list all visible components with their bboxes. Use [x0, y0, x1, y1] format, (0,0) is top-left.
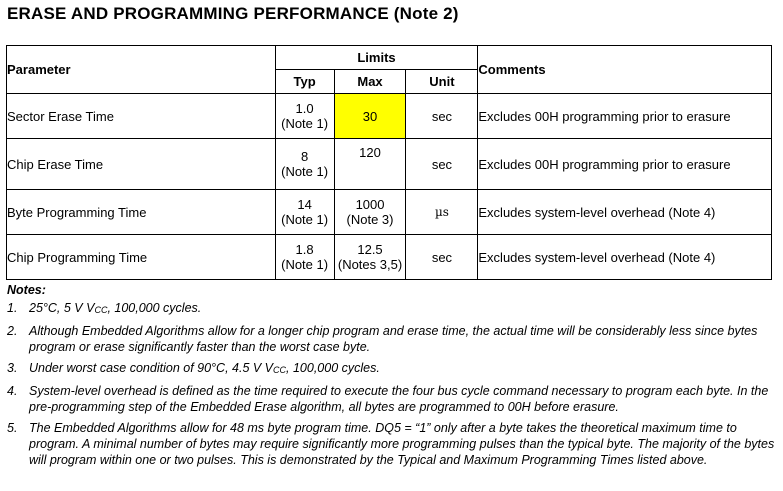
header-unit: Unit — [406, 70, 478, 94]
notes-section — [7, 282, 777, 473]
note-item — [7, 360, 777, 378]
table-row — [7, 94, 772, 139]
cell-unit: sec — [406, 235, 478, 280]
header-parameter: Parameter — [7, 46, 276, 94]
cell-typ — [275, 94, 334, 139]
cell-max — [334, 235, 406, 280]
typ-note: (Note 1) — [281, 164, 329, 179]
cell-typ — [275, 190, 334, 235]
cell-max — [334, 190, 406, 235]
header-limits: Limits — [275, 46, 478, 70]
table-row — [7, 235, 772, 280]
typ-value: 1.8 — [295, 242, 314, 257]
typ-note: (Note 1) — [281, 257, 329, 272]
header-typ: Typ — [275, 70, 334, 94]
cell-parameter: Sector Erase Time — [7, 94, 276, 139]
note-item — [7, 420, 777, 468]
notes-heading: Notes: — [7, 283, 46, 297]
table-row — [7, 190, 772, 235]
typ-note: (Note 1) — [281, 212, 329, 227]
max-value: 1000 — [355, 197, 385, 212]
cell-parameter: Chip Programming Time — [7, 235, 276, 280]
note-text: 25°C, 5 V $V_{CC}$, 100,000 cycles. — [29, 301, 202, 315]
note-number: 3. — [7, 361, 18, 375]
note-item — [7, 383, 777, 415]
note-number: 5. — [7, 421, 18, 435]
header-max: Max — [334, 70, 406, 94]
cell-typ — [275, 139, 334, 190]
page-title: ERASE AND PROGRAMMING PERFORMANCE (Note 2) — [7, 4, 459, 23]
cell-comments: Excludes 00H programming prior to erasure — [478, 139, 772, 190]
cell-unit — [406, 190, 478, 235]
cell-max-highlighted — [334, 94, 406, 139]
cell-parameter: Chip Erase Time — [7, 139, 276, 190]
cell-max — [334, 139, 406, 190]
max-value: 120 — [359, 145, 381, 160]
table-row — [7, 139, 772, 190]
cell-comments: Excludes system-level overhead (Note 4) — [478, 190, 772, 235]
max-value: 30 — [362, 108, 378, 124]
max-note: (Note 3) — [346, 212, 394, 227]
typ-value: 8 — [300, 149, 309, 164]
typ-value: 1.0 — [295, 101, 314, 116]
typ-note: (Note 1) — [281, 116, 329, 131]
max-note: (Notes 3,5) — [337, 257, 403, 272]
cell-parameter: Byte Programming Time — [7, 190, 276, 235]
note-item — [7, 300, 777, 318]
note-number: 1. — [7, 301, 18, 315]
cell-unit: sec — [406, 139, 478, 190]
header-comments: Comments — [478, 46, 772, 94]
note-number: 4. — [7, 384, 18, 398]
header-row-limits — [7, 46, 772, 70]
unit-value: µs — [434, 205, 449, 219]
note-text: Although Embedded Algorithms allow for a longer chip program and erase time, the actual time will be considerably less since bytes program or erase significantly faster than the worst case byte. — [29, 324, 758, 354]
cell-comments: Excludes 00H programming prior to erasure — [478, 94, 772, 139]
note-text: Under worst case condition of 90°C, 4.5 V $V_{CC}$, 100,000 cycles. — [29, 361, 380, 375]
note-text: System-level overhead is defined as the time required to execute the four bus cycle command necessary to program each byte. In the pre-programming step of the Embedded Erase algorithm, all bytes are programmed to 00H before erasure. — [29, 384, 769, 414]
cell-comments: Excludes system-level overhead (Note 4) — [478, 235, 772, 280]
max-value: 12.5 — [357, 242, 383, 257]
cell-unit: sec — [406, 94, 478, 139]
typ-value: 14 — [297, 197, 312, 212]
note-number: 2. — [7, 324, 18, 338]
note-item — [7, 323, 777, 355]
performance-table — [6, 45, 772, 280]
cell-typ — [275, 235, 334, 280]
note-text: The Embedded Algorithms allow for 48 ms byte program time. DQ5 = “1” only after a byte takes the theoretical maximum time to program. A minimal number of bytes may require significantly more programming pulses than the typical byte. The majority of the bytes will program within one or two pulses. This is demonstrated by the Typical and Maximum Programming Times listed above. — [29, 421, 775, 467]
